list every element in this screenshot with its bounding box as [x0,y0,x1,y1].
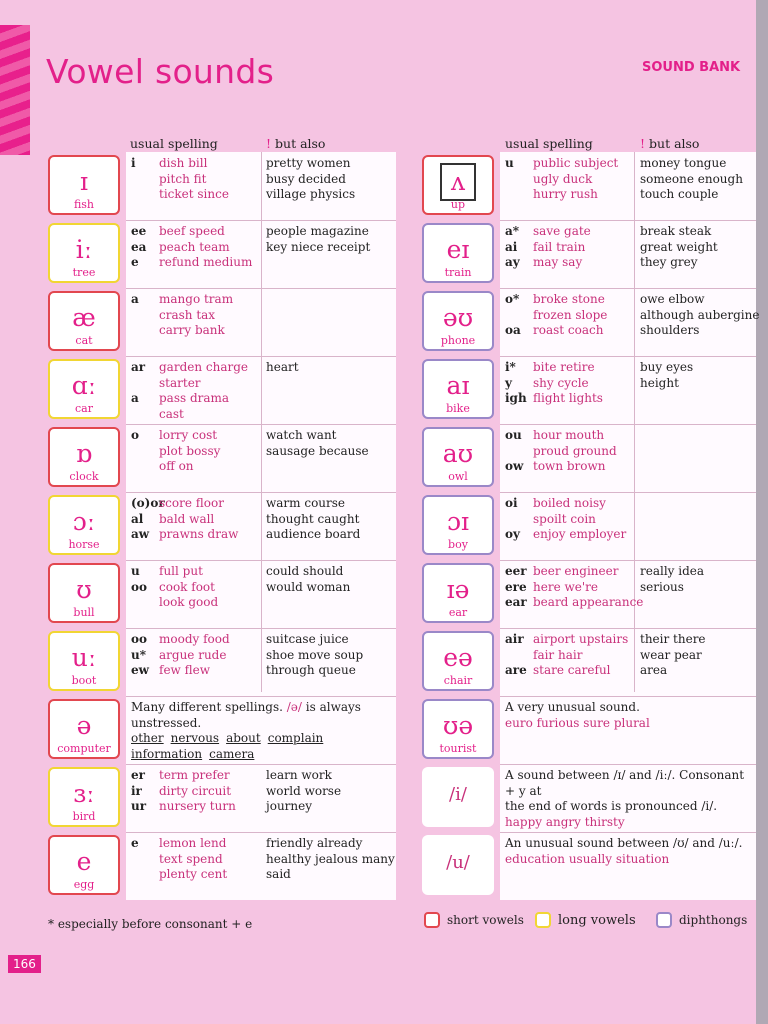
but-also-line: money tongue [640,156,727,170]
row-divider [500,696,756,697]
spelling-line: cast [159,406,184,421]
but-also-line: shoe move soup [266,647,364,662]
corner-decoration [0,25,30,155]
example-word: nervous [170,731,220,745]
but-also-line: their there [640,632,706,646]
row-divider [500,832,756,833]
spelling-list [131,292,233,339]
sound-box-boy [422,495,494,555]
but-also-line: healthy jealous many [266,851,395,866]
sound-word: chair [443,674,473,687]
but-also-line: height [640,375,679,390]
sound-note [131,700,393,762]
note-line: A very unusual sound. [505,700,640,714]
phonetic-symbol: ɜː [73,779,95,808]
spelling-list [505,496,626,543]
spelling-list [505,564,643,611]
but-also-line: friendly already [266,836,363,850]
diph-box-icon [656,912,672,928]
spelling-line: hurry rush [533,187,598,201]
but-also-list [266,428,369,459]
but-also-line: great weight [640,239,718,254]
but-also-list [640,632,706,679]
but-also-line: could should [266,564,344,578]
sound-box-owl [422,427,494,487]
spelling-line: text spend [159,851,223,866]
but-also-list [640,564,704,595]
spelling-line: frozen slope [533,307,608,322]
but-also-list [266,360,299,376]
phonetic-symbol: ɒ [75,439,92,468]
example-word: information [131,746,203,761]
but-also-line: wear pear [640,647,702,662]
sound-word: phone [440,334,476,347]
spelling-line: (o)orscore floor [131,496,224,510]
but-also-list [640,224,718,271]
but-also-list [640,156,743,203]
sound-note [505,768,753,830]
spelling-list [131,360,248,422]
spelling-list [505,292,607,339]
spelling-line: ea peach team [131,239,230,254]
sound-box-bull [48,563,120,623]
but-also-line: shoulders [640,323,700,337]
spelling-line: ir dirty circuit [131,783,232,798]
but-also-line: key niece receipt [266,239,371,254]
short-box-icon [424,912,440,928]
phonetic-symbol: ʊə [442,711,474,740]
spelling-line: e refund medium [131,255,253,269]
spelling-line: are stare careful [505,663,611,677]
note-line: the end of words is pronounced /i/. [505,799,718,813]
but-also-line: sausage because [266,443,369,458]
legend-short: short vowels [424,912,524,928]
spelling-line: o lorry cost [131,428,218,442]
header-but-also-left: ! but also [266,136,326,151]
spelling-list [505,428,617,475]
row-divider [500,220,756,221]
sound-word: bird [72,810,96,823]
example-word: complain [267,731,324,745]
sound-box-boot [48,631,120,691]
phonetic-symbol: aʊ [442,439,474,468]
spelling-list [131,428,220,475]
sound-word: bull [73,606,95,619]
sound-word: cat [75,334,93,347]
spelling-line: ar garden charge [131,360,249,374]
sound-word: egg [73,878,95,891]
row-divider [126,560,396,561]
sound-box-bike [422,359,494,419]
but-also-line: learn work [266,768,332,782]
example-words: education usually situation [505,851,670,866]
phonetic-symbol: ə [76,711,92,740]
sound-word: boot [71,674,97,687]
but-also-line: journey [266,799,313,813]
spelling-line: u* argue rude [131,647,227,662]
but-also-line: touch couple [640,187,719,201]
row-divider [500,764,756,765]
row-divider [500,560,756,561]
page-title: Vowel sounds [46,52,275,91]
sound-box-chair [422,631,494,691]
example-word: other [131,731,164,745]
phonetic-symbol: uː [71,643,97,672]
phonetic-symbol: eə [443,643,473,672]
spelling-line: oy enjoy employer [505,527,627,541]
row-divider [126,832,396,833]
spelling-line: er term prefer [131,768,230,782]
spelling-line: ew few flew [131,663,211,677]
spelling-line: ear beard appearance [505,595,644,609]
sound-box-up [422,155,494,215]
section-label: SOUND BANK [642,60,741,75]
but-also-line: although aubergine [640,307,760,322]
example-word: about [226,731,261,745]
sound-box-car [48,359,120,419]
but-also-list [266,768,341,815]
phonetic-symbol: ɔɪ [447,507,469,536]
spelling-line: crash tax [159,307,216,322]
but-also-line: thought caught [266,511,360,526]
but-also-line: heart [266,360,299,374]
but-also-list [640,360,693,391]
header-but-also-right: ! but also [640,136,700,151]
but-also-line: audience board [266,527,361,541]
sound-box-bird [48,767,120,827]
but-also-line: someone enough [640,171,743,186]
spelling-line: al bald wall [131,511,215,526]
phonetic-symbol: eɪ [446,235,470,264]
spelling-line: oo moody food [131,632,230,646]
example-words: euro furious sure plural [505,715,650,730]
but-also-line: pretty women [266,156,351,170]
sound-box-weak [422,767,494,827]
spelling-line: starter [159,375,201,390]
spelling-line: eer beer engineer [505,564,619,578]
but-also-line: would woman [266,579,351,594]
spelling-list [131,836,227,883]
sound-word: tourist [439,742,477,755]
spelling-list [505,632,628,679]
sound-box-phone [422,291,494,351]
phonetic-symbol: æ [72,303,96,332]
sound-note [505,836,753,867]
but-also-list [266,836,395,883]
spelling-line: aw prawns draw [131,527,239,541]
page-number: 166 [8,955,41,973]
page-edge [756,0,768,1024]
spelling-line: i dish bill [131,156,208,170]
sound-word: owl [448,470,468,483]
footnote: * especially before consonant + e [48,917,253,931]
phonetic-symbol: ɔː [72,507,96,536]
note-line: Many different spellings. /ə/ is always [131,700,361,714]
spelling-line: plot bossy [159,443,221,458]
but-also-line: people magazine [266,224,369,238]
sound-word: fish [73,198,95,211]
spelling-list [131,564,218,611]
but-also-line: village physics [266,187,356,201]
sound-word: clock [69,470,99,483]
spelling-line: proud ground [533,443,617,458]
note-line: A sound between /ɪ/ and /iː/. Consonant + y at [505,768,745,798]
spelling-line: oi boiled noisy [505,496,606,510]
but-also-list [266,156,355,203]
spelling-line: a* save gate [505,224,591,238]
phonetic-symbol: /i/ [449,784,467,805]
phonetic-symbol: ʌ [440,163,476,201]
spelling-line: i* bite retire [505,360,595,374]
spelling-line: y shy cycle [505,375,589,390]
row-divider [126,696,396,697]
spelling-line: ow town brown [505,459,606,473]
spelling-line: u public subject [505,156,619,170]
phonetic-symbol: ʊ [76,575,92,604]
example-words [131,731,393,747]
sound-box-weak [422,835,494,895]
but-also-list [266,564,350,595]
spelling-line: ai fail train [505,239,586,254]
row-divider [500,424,756,425]
example-word: camera [209,746,255,761]
phonetic-symbol: əʊ [442,303,474,332]
spelling-list [131,496,238,543]
spelling-line: e lemon lend [131,836,227,850]
but-also-line: world worse [266,783,342,798]
row-divider [500,356,756,357]
sound-word: ear [448,606,468,619]
spelling-list [131,156,229,203]
spelling-line: ticket since [159,187,229,201]
sound-word: bike [446,402,470,415]
phonetic-symbol: e [76,847,92,876]
legend-long: long vowels [535,912,636,928]
sound-box-clock [48,427,120,487]
but-also-line: break steak [640,224,712,238]
sound-box-tourist [422,699,494,759]
spelling-list [505,224,591,271]
but-also-line: busy decided [266,171,346,186]
spelling-line: oa roast coach [505,323,604,337]
but-also-list [266,224,370,255]
but-also-line: suitcase juice [266,632,349,646]
spelling-line: igh flight lights [505,391,603,405]
header-usual-spelling-left: usual spelling [130,136,218,151]
note-line: An unusual sound between /ʊ/ and /uː/. [505,836,743,850]
example-words [131,747,393,763]
sound-box-horse [48,495,120,555]
sound-word: computer [57,742,111,755]
row-divider [126,220,396,221]
spelling-line: a mango tram [131,292,234,306]
phonetic-symbol: ɪə [446,575,470,604]
spelling-list [505,360,603,407]
long-box-icon [535,912,551,928]
phonetic-symbol: aɪ [446,371,470,400]
sound-box-train [422,223,494,283]
phonetic-symbol: iː [75,235,93,264]
sound-box-fish [48,155,120,215]
sound-box-computer [48,699,120,759]
row-divider [500,288,756,289]
but-also-line: watch want [266,428,337,442]
but-also-list [640,292,759,339]
spelling-line: air airport upstairs [505,632,629,646]
spelling-line: spoilt coin [533,511,596,526]
row-divider [126,628,396,629]
spelling-line: off on [159,459,194,473]
row-divider [126,356,396,357]
spelling-line: ay may say [505,255,583,269]
spelling-line: ur nursery turn [131,799,236,813]
but-also-line: said [266,867,291,881]
spelling-line: a pass drama [131,391,230,405]
spelling-line: ere here we're [505,579,598,594]
spelling-list [131,632,230,679]
but-also-list [266,632,363,679]
sound-word: tree [72,266,96,279]
spelling-line: o* broke stone [505,292,605,306]
example-words: happy angry thirsty [505,814,625,829]
spelling-line: pitch fit [159,171,207,186]
note-line: unstressed. [131,715,202,730]
phonetic-symbol: /u/ [446,852,470,873]
spelling-line: u full put [131,564,203,578]
spelling-line: ee beef speed [131,224,225,238]
spelling-list [131,768,236,815]
but-also-line: they grey [640,255,698,269]
spelling-line: plenty cent [159,867,228,881]
spelling-line: fair hair [533,647,583,662]
spelling-list [505,156,618,203]
spelling-list [131,224,252,271]
but-also-line: through queue [266,663,356,677]
but-also-line: warm course [266,496,346,510]
sound-word: up [450,198,466,211]
sound-box-ear [422,563,494,623]
spelling-line: ou hour mouth [505,428,605,442]
sound-note [505,700,753,731]
spelling-line: carry bank [159,323,225,337]
sound-word: boy [448,538,468,551]
phonetic-symbol: ɑː [71,371,97,400]
sound-word: horse [68,538,100,551]
but-also-line: buy eyes [640,360,694,374]
spelling-line: look good [159,595,219,609]
sound-word: car [75,402,93,415]
sound-word: train [444,266,472,279]
header-usual-spelling-right: usual spelling [505,136,593,151]
spelling-line: oo cook foot [131,579,215,594]
row-divider [126,492,396,493]
but-also-line: really idea [640,564,705,578]
row-divider [500,492,756,493]
but-also-list [266,496,360,543]
row-divider [126,424,396,425]
spelling-line: ugly duck [533,171,593,186]
but-also-line: serious [640,579,684,594]
but-also-line: owe elbow [640,292,705,306]
row-divider [126,288,396,289]
row-divider [126,764,396,765]
row-divider [500,628,756,629]
sound-box-cat [48,291,120,351]
sound-box-egg [48,835,120,895]
phonetic-symbol: ɪ [80,167,88,196]
sound-box-tree [48,223,120,283]
but-also-line: area [640,663,668,677]
legend-diph: diphthongs [656,912,747,928]
